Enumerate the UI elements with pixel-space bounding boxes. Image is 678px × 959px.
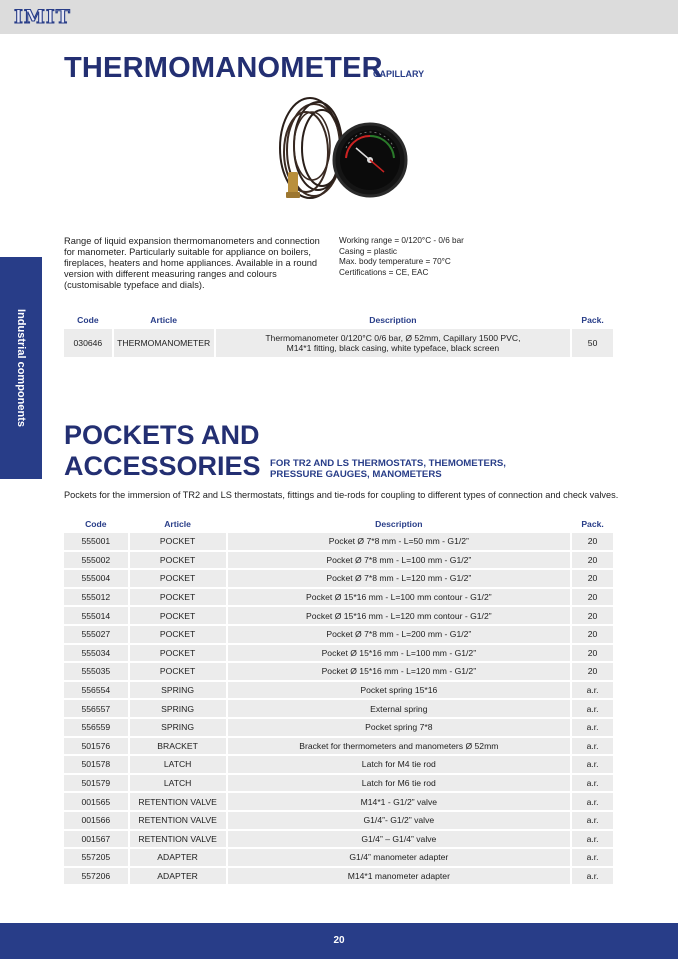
cell-code: 555014	[64, 607, 128, 624]
table-row	[64, 719, 613, 736]
cell-description: Pocket Ø 7*8 mm - L=200 mm - G1/2”	[228, 626, 571, 643]
cell-code: 556554	[64, 682, 128, 699]
cell-article: SPRING	[130, 682, 226, 699]
thermomanometer-specs	[339, 236, 519, 278]
cell-description: Pocket Ø 7*8 mm - L=50 mm - G1/2”	[228, 533, 571, 550]
cell-article: RETENTION VALVE	[130, 793, 226, 810]
spec-line: Working range = 0/120°C - 0/6 bar	[339, 236, 464, 245]
imit-logo: IMIT	[14, 6, 71, 28]
cell-pack: a.r.	[572, 812, 613, 829]
cell-article: RETENTION VALVE	[130, 812, 226, 829]
cell-article: POCKET	[130, 589, 226, 606]
table-row	[64, 793, 613, 810]
cell-code: 555034	[64, 645, 128, 662]
cell-description: G1/4” manometer adapter	[228, 849, 571, 866]
cell-pack: 20	[572, 533, 613, 550]
table-row	[64, 775, 613, 792]
cell-code: 556557	[64, 700, 128, 717]
pockets-intro: Pockets for the immersion of TR2 and LS thermostats, fittings and tie-rods for coupling to different types of connection and check valves.	[64, 490, 619, 500]
cell-code: 501579	[64, 775, 128, 792]
table-row	[64, 849, 613, 866]
cell-description: Bracket for thermometers and manometers Ø 52mm	[228, 738, 571, 755]
thermomanometer-title: THERMOMANOMETER	[64, 52, 383, 84]
table-row	[64, 607, 613, 624]
cell-pack: a.r.	[572, 868, 613, 885]
thermomanometer-description: Range of liquid expansion thermomanometers and connection for manometer. Particularly suitable for appliance on boilers, fireplaces, heaters and home appliances. Available in a round version with different measuring ranges and colours (customisable typeface and dials).	[64, 236, 320, 290]
cell-article: LATCH	[130, 775, 226, 792]
thermomanometer-table	[62, 310, 615, 359]
cell-pack: a.r.	[572, 700, 613, 717]
cell-code: 001566	[64, 812, 128, 829]
side-section-label: Industrial components	[15, 309, 27, 427]
table-row	[64, 831, 613, 848]
column-header-article: Article	[150, 314, 178, 325]
cell-code: 557206	[64, 868, 128, 885]
cell-description: Pocket Ø 7*8 mm - L=100 mm - G1/2”	[228, 552, 571, 569]
pockets-subtitle-line: PRESSURE GAUGES, MANOMETERS	[270, 469, 442, 480]
cell-article: BRACKET	[130, 738, 226, 755]
cell-article: RETENTION VALVE	[130, 831, 226, 848]
cell-code: 001567	[64, 831, 128, 848]
cell-article: THERMOMANOMETER	[114, 329, 214, 357]
cell-article: POCKET	[130, 663, 226, 680]
cell-code: 030646	[64, 329, 112, 357]
cell-code: 555035	[64, 663, 128, 680]
cell-pack: 20	[572, 663, 613, 680]
cell-article: SPRING	[130, 719, 226, 736]
cell-code: 501578	[64, 756, 128, 773]
table-row	[64, 589, 613, 606]
cell-pack: 50	[572, 329, 613, 357]
cell-description: Latch for M6 tie rod	[228, 775, 571, 792]
cell-pack: 20	[572, 607, 613, 624]
cell-description: External spring	[228, 700, 571, 717]
cell-pack: a.r.	[572, 775, 613, 792]
cell-description-line: M14*1 fitting, black casing, white typeface, black screen	[286, 343, 500, 353]
table-row	[64, 738, 613, 755]
cell-article: LATCH	[130, 756, 226, 773]
cell-description: M14*1 manometer adapter	[228, 868, 571, 885]
cell-description: Pocket Ø 15*16 mm - L=120 mm - G1/2”	[228, 663, 571, 680]
table-row	[64, 663, 613, 680]
cell-code: 001565	[64, 793, 128, 810]
spec-line: Casing = plastic	[339, 246, 398, 256]
cell-article: ADAPTER	[130, 868, 226, 885]
pockets-table	[62, 515, 615, 886]
table-row	[64, 626, 613, 643]
table-row	[64, 700, 613, 717]
spec-line: Max. body temperature = 70°C	[339, 257, 451, 266]
cell-pack: a.r.	[572, 682, 613, 699]
column-header-article: Article	[164, 519, 191, 529]
column-header-pack: Pack.	[581, 519, 604, 529]
cell-description: G1/4”- G1/2” valve	[228, 812, 571, 829]
cell-article: ADAPTER	[130, 849, 226, 866]
cell-article: POCKET	[130, 570, 226, 587]
pockets-title-line: ACCESSORIES	[64, 451, 261, 481]
cell-description: Pocket Ø 15*16 mm - L=100 mm - G1/2”	[228, 645, 571, 662]
cell-pack: 20	[572, 626, 613, 643]
side-section-tab	[0, 257, 42, 479]
column-header-code: Code	[77, 314, 99, 325]
pockets-subtitle	[270, 458, 506, 480]
cell-code: 555001	[64, 533, 128, 550]
cell-pack: a.r.	[572, 849, 613, 866]
cell-pack: a.r.	[572, 756, 613, 773]
pockets-title	[64, 420, 261, 482]
cell-description: M14*1 - G1/2” valve	[228, 793, 571, 810]
cell-description: Pocket spring 7*8	[228, 719, 571, 736]
column-header-code: Code	[85, 519, 107, 529]
table-row	[64, 552, 613, 569]
pockets-title-line: POCKETS AND	[64, 420, 260, 450]
cell-pack: a.r.	[572, 793, 613, 810]
cell-article: POCKET	[130, 607, 226, 624]
cell-description	[216, 329, 571, 357]
cell-article: POCKET	[130, 552, 226, 569]
table-row	[64, 812, 613, 829]
cell-article: POCKET	[130, 533, 226, 550]
table-row	[64, 756, 613, 773]
thermomanometer-gauge-icon	[262, 88, 424, 212]
cell-pack: 20	[572, 570, 613, 587]
cell-description: Latch for M4 tie rod	[228, 756, 571, 773]
table-row	[64, 682, 613, 699]
cell-description-line: Thermomanometer 0/120°C 0/6 bar, Ø 52mm, Capillary 1500 PVC,	[265, 332, 521, 343]
cell-description: Pocket Ø 15*16 mm - L=120 mm contour - G1/2”	[228, 607, 571, 624]
cell-pack: a.r.	[572, 719, 613, 736]
cell-code: 555027	[64, 626, 128, 643]
cell-pack: 20	[572, 645, 613, 662]
cell-description: Pocket Ø 15*16 mm - L=100 mm contour - G1/2”	[228, 589, 571, 606]
cell-code: 555002	[64, 552, 128, 569]
pockets-subtitle-line: FOR TR2 AND LS THERMOSTATS, THEMOMETERS,	[270, 458, 506, 469]
footer-bar	[0, 923, 678, 959]
table-row	[64, 329, 613, 357]
cell-code: 557205	[64, 849, 128, 866]
cell-description: Pocket Ø 7*8 mm - L=120 mm - G1/2”	[228, 570, 571, 587]
cell-article: SPRING	[130, 700, 226, 717]
cell-pack: 20	[572, 589, 613, 606]
table-row	[64, 868, 613, 885]
cell-description: G1/4” – G1/4” valve	[228, 831, 571, 848]
cell-pack: a.r.	[572, 831, 613, 848]
column-header-pack: Pack.	[581, 314, 604, 325]
table-row	[64, 570, 613, 587]
table-row	[64, 533, 613, 550]
column-header-description: Description	[369, 314, 417, 325]
spec-line: Certifications = CE, EAC	[339, 267, 429, 277]
cell-pack: a.r.	[572, 738, 613, 755]
top-bar	[0, 0, 678, 34]
cell-description: Pocket spring 15*16	[228, 682, 571, 699]
thermomanometer-subtitle: CAPILLARY	[373, 69, 425, 79]
table-row	[64, 645, 613, 662]
cell-code: 555004	[64, 570, 128, 587]
cell-article: POCKET	[130, 645, 226, 662]
cell-article: POCKET	[130, 626, 226, 643]
cell-code: 556559	[64, 719, 128, 736]
column-header-description: Description	[375, 519, 423, 529]
cell-code: 501576	[64, 738, 128, 755]
cell-pack: 20	[572, 552, 613, 569]
cell-code: 555012	[64, 589, 128, 606]
page-number: 20	[333, 935, 345, 946]
